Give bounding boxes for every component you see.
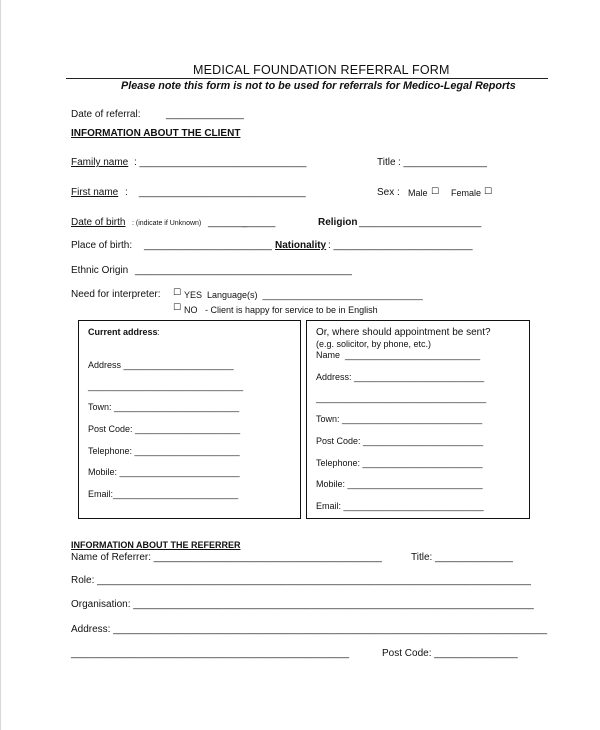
referrer-address-field[interactable]: Address: ______________________________________________________________________________ bbox=[71, 624, 548, 635]
current-email-field[interactable]: Email:_________________________ bbox=[88, 489, 239, 499]
ethnic-origin-label: Ethnic Origin bbox=[71, 265, 129, 276]
date-of-referral-label: Date of referral: bbox=[71, 109, 141, 120]
referrer-section-title: INFORMATION ABOUT THE REFERRER bbox=[71, 540, 241, 550]
place-of-birth-field[interactable]: _______________________ bbox=[144, 240, 272, 251]
appointment-postcode-field[interactable]: Post Code: ________________________ bbox=[316, 436, 484, 446]
current-postcode-field[interactable]: Post Code: _____________________ bbox=[88, 424, 241, 434]
appointment-telephone-field[interactable]: Telephone: ________________________ bbox=[316, 458, 483, 468]
current-telephone-field[interactable]: Telephone: _____________________ bbox=[88, 446, 240, 456]
interpreter-no-text: NO - Client is happy for service to be in English bbox=[184, 305, 378, 315]
family-name-label: Family name bbox=[71, 157, 129, 168]
referrer-postcode-field[interactable]: Post Code: _______________ bbox=[382, 648, 518, 659]
current-address-heading: Current address bbox=[88, 327, 158, 337]
male-checkbox[interactable]: ☐ bbox=[431, 187, 440, 197]
nationality-label: Nationality bbox=[275, 240, 327, 251]
female-checkbox[interactable]: ☐ bbox=[484, 187, 493, 197]
male-label: Male bbox=[408, 188, 428, 198]
current-address-heading-colon: : bbox=[157, 327, 160, 337]
nationality-field[interactable]: : _________________________ bbox=[328, 240, 473, 251]
referrer-role-field[interactable]: Role: ______________________________________________________________________________ bbox=[71, 575, 531, 586]
title-rule bbox=[66, 78, 548, 79]
client-title-field[interactable]: : _______________ bbox=[398, 157, 487, 168]
female-label: Female bbox=[451, 188, 482, 198]
client-title-label: Title bbox=[377, 157, 396, 168]
current-address-field[interactable]: Address ______________________ bbox=[88, 360, 234, 370]
place-of-birth-label: Place of birth: bbox=[71, 240, 133, 251]
appointment-mobile-field[interactable]: Mobile: ___________________________ bbox=[316, 479, 483, 489]
appointment-email-field[interactable]: Email: ____________________________ bbox=[316, 501, 484, 511]
interpreter-yes-checkbox[interactable]: ☐ bbox=[173, 288, 182, 298]
current-mobile-field[interactable]: Mobile: ________________________ bbox=[88, 467, 240, 477]
appointment-example: (e.g. solicitor, by phone, etc.) bbox=[316, 339, 432, 349]
client-section-title: INFORMATION ABOUT THE CLIENT bbox=[71, 128, 241, 139]
referrer-name-field[interactable]: Name of Referrer: _________________________________________ bbox=[71, 552, 382, 563]
religion-label: Religion bbox=[318, 217, 358, 228]
ethnic-origin-field[interactable]: _______________________________________ bbox=[135, 265, 352, 276]
interpreter-yes-text: YES Language(s) ________________________________ bbox=[184, 290, 423, 300]
religion-field[interactable]: ______________________ bbox=[359, 217, 482, 228]
family-name-field[interactable]: : ______________________________ bbox=[134, 157, 307, 168]
referrer-title-field[interactable]: Title: ______________ bbox=[411, 552, 513, 563]
form-title: MEDICAL FOUNDATION REFERRAL FORM bbox=[193, 63, 450, 77]
referrer-organisation-field[interactable]: Organisation: ________________________________________________________________________ bbox=[71, 599, 534, 610]
current-address-line2-field[interactable]: _______________________________ bbox=[88, 381, 244, 391]
appointment-town-field[interactable]: Town: ____________________________ bbox=[316, 414, 483, 424]
sex-label: Sex bbox=[377, 187, 395, 198]
form-note: Please note this form is not to be used for referrals for Medico-Legal Reports bbox=[121, 80, 516, 92]
interpreter-label: Need for interpreter: bbox=[71, 289, 161, 300]
appointment-address-box bbox=[306, 320, 530, 519]
date-of-referral-field[interactable]: ______________ bbox=[166, 109, 244, 120]
referrer-address-line2-field[interactable]: __________________________________________________ bbox=[71, 648, 350, 659]
dob-field-extra[interactable]: ______ bbox=[242, 217, 276, 228]
dob-label: Date of birth bbox=[71, 217, 126, 228]
first-name-field[interactable]: : ______________________________ bbox=[125, 187, 306, 198]
interpreter-no-checkbox[interactable]: ☐ bbox=[173, 303, 182, 313]
appointment-address-line2-field[interactable]: __________________________________ bbox=[316, 393, 487, 403]
dob-field[interactable]: _______ bbox=[208, 217, 247, 228]
first-name-label: First name bbox=[71, 187, 119, 198]
appointment-heading: Or, where should appointment be sent? bbox=[316, 327, 491, 338]
dob-note: : (indicate if Unknown) bbox=[132, 220, 202, 227]
current-address-box bbox=[78, 320, 301, 519]
sex-colon: : bbox=[397, 187, 400, 198]
appointment-address-field[interactable]: Address: __________________________ bbox=[316, 372, 485, 382]
appointment-name-field[interactable]: Name ___________________________ bbox=[316, 350, 481, 360]
current-town-field[interactable]: Town: _________________________ bbox=[88, 402, 240, 412]
